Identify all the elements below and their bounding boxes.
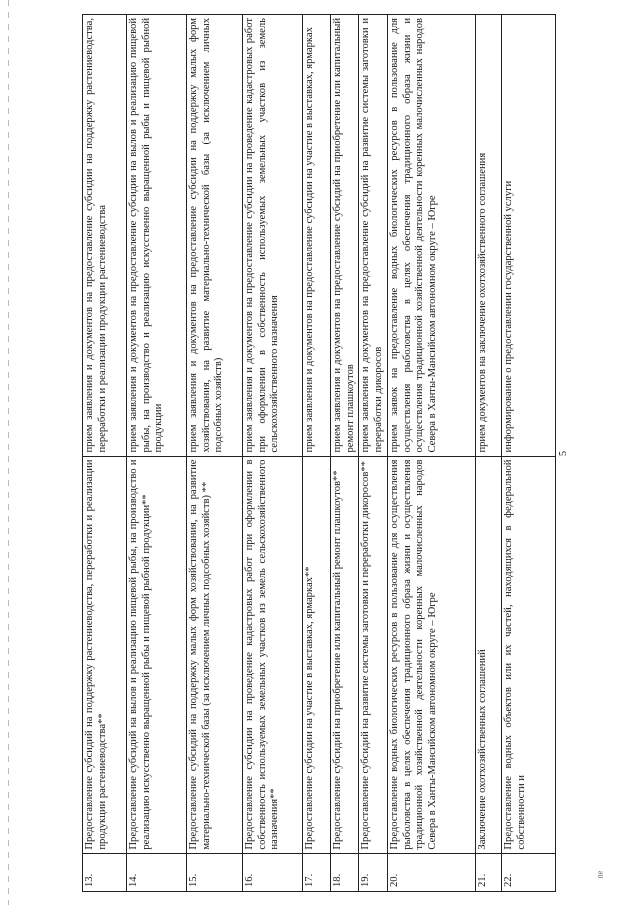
procedure-cell: прием заявления и документов на предоставление субсидий на приобретение или капитальный ремонт плашкоутов xyxy=(331,15,359,457)
row-number: 21. xyxy=(475,853,501,891)
row-number: 17. xyxy=(303,853,331,891)
row-number: 18. xyxy=(331,853,359,891)
table-row xyxy=(303,15,331,892)
procedure-cell: прием заявления и документов на предоставление субсидии на участие в выставках, ярмарках xyxy=(303,15,331,457)
procedure-cell: прием заявления и документов на предоставление субсидии на проведение кадастровых работ при оформлении в собственность используемых земельных участков из земель сельскохозяйственного назначения xyxy=(243,15,303,457)
bottom-margin-mark: ne xyxy=(595,870,605,879)
service-name-cell: Предоставление субсидии на участие в выставках, ярмарках** xyxy=(303,456,331,853)
table-row xyxy=(243,15,303,892)
table-row xyxy=(83,15,127,892)
service-name-cell: Предоставление субсидий на поддержку растениеводства, переработки и реализации продукции растениеводства** xyxy=(83,456,127,853)
table-row xyxy=(501,15,555,892)
table-row xyxy=(387,15,475,892)
service-name-cell: Предоставление водных объектов или их частей, находящихся в федеральной собственности и xyxy=(501,456,555,853)
table-row xyxy=(475,15,501,892)
service-name-cell: Предоставление водных биологических ресурсов в пользование для осуществления рыболовства в целях обеспечения традиционного образа жизни и осуществления традиционной хозяйственной деятельности коренных малочисленных народов Севера в Ханты-Мансийском автономном округе – Югре xyxy=(387,456,475,853)
page-number: 5 xyxy=(558,451,569,456)
procedure-cell: прием документов на заключение охотхозяйственного соглашения xyxy=(475,15,501,457)
procedure-cell: прием заявления и документов на предоставление субсидий на развитие системы заготовки и переработки дикоросов xyxy=(359,15,387,457)
page-edge-scan-line xyxy=(8,0,9,905)
service-name-cell: Предоставление субсидий на вылов и реализацию пищевой рыбы, на производство и реализацию искусственно выращенной рыбы и пищевой рыбной продукции** xyxy=(127,456,187,853)
rotated-table-frame xyxy=(82,14,554,892)
procedure-cell: прием заявления и документов на предоставление субсидии на поддержку малых форм хозяйствования, на развитие материально-технической базы (за исключением личных подсобных хозяйств) xyxy=(187,15,243,457)
procedure-cell: прием заявок на предоставление водных биологических ресурсов в пользование для осуществления рыболовства в целях обеспечения традиционного образа жизни и осуществления традиционной хозяйственной деятельности коренных малочисленных народов Севера в Ханты-Мансийском автономном округе – Югре xyxy=(387,15,475,457)
table-row xyxy=(359,15,387,892)
service-name-cell: Предоставление субсидий на приобретение или капитальный ремонт плашкоутов** xyxy=(331,456,359,853)
services-table xyxy=(82,14,556,892)
service-name-cell: Предоставление субсидий на развитие системы заготовки и переработки дикоросов** xyxy=(359,456,387,853)
service-name-cell: Заключение охотхозяйственных соглашений xyxy=(475,456,501,853)
row-number: 19. xyxy=(359,853,387,891)
row-number: 16. xyxy=(243,853,303,891)
row-number: 20. xyxy=(387,853,475,891)
row-number: 15. xyxy=(187,853,243,891)
row-number: 13. xyxy=(83,853,127,891)
service-name-cell: Предоставление субсидий на поддержку малых форм хозяйствования, на развитие материально-технической базы (за исключением личных подсобных хозяйств) ** xyxy=(187,456,243,853)
services-table-body xyxy=(83,15,556,892)
rotated-table-container xyxy=(82,14,554,892)
row-number: 14. xyxy=(127,853,187,891)
procedure-cell: информирование о предоставлении государственной услуги xyxy=(501,15,555,457)
table-row xyxy=(331,15,359,892)
procedure-cell: прием заявления и документов на предоставление субсидии на поддержку растениеводства, переработки и реализации продукции растениеводства xyxy=(83,15,127,457)
procedure-cell: прием заявления и документов на предоставление субсидии на вылов и реализацию пищевой рыбы, на производство и реализацию искусственно выращенной рыбы и пищевой рыбной продукции xyxy=(127,15,187,457)
table-row xyxy=(187,15,243,892)
table-row xyxy=(127,15,187,892)
service-name-cell: Предоставление субсидии на проведение кадастровых работ при оформлении в собственность используемых земельных участков из земель сельскохозяйственного назначения** xyxy=(243,456,303,853)
row-number: 22. xyxy=(501,853,555,891)
